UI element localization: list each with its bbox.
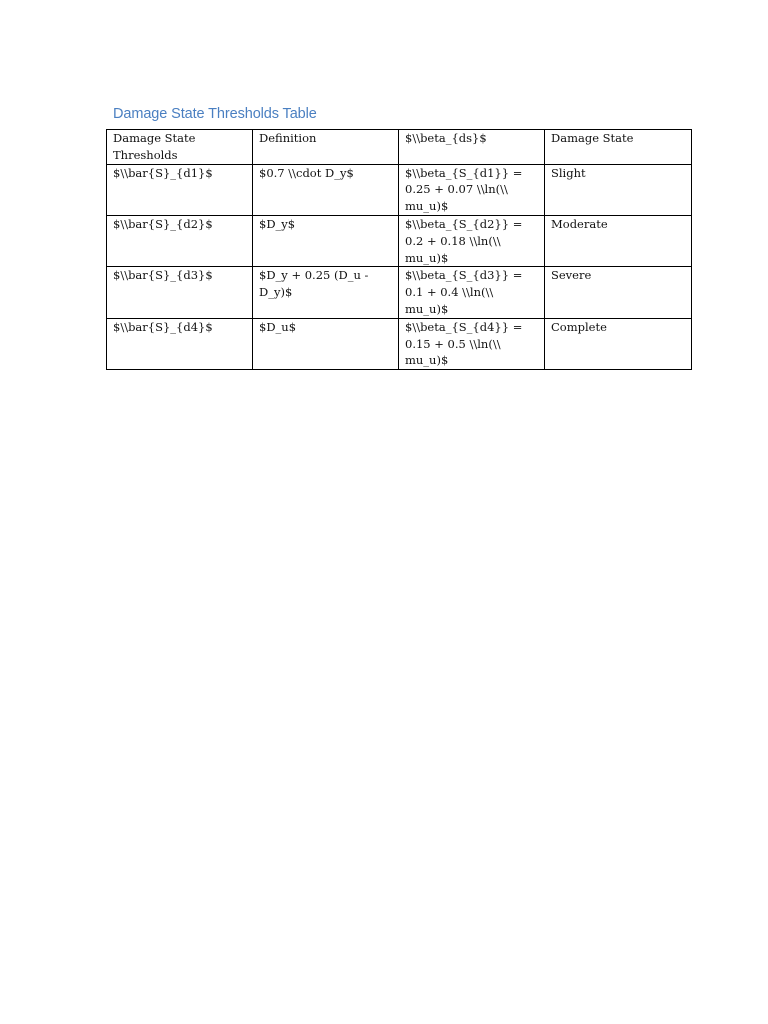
header-cell-beta-ds: $\\beta_{ds}$ (399, 130, 545, 165)
table-cell-threshold: $\\bar{S}_{d4}$ (107, 318, 253, 369)
table-cell-beta: $\\beta_{S_{d1}} = 0.25 + 0.07 \\ln(\\ mu_u)$ (399, 164, 545, 215)
table-title: Damage State Thresholds Table (113, 106, 317, 122)
table-cell-beta: $\\beta_{S_{d2}} = 0.2 + 0.18 \\ln(\\ mu_u)$ (399, 215, 545, 266)
table-cell-threshold: $\\bar{S}_{d3}$ (107, 267, 253, 318)
table-cell-definition: $D_y + 0.25 (D_u - D_y)$ (253, 267, 399, 318)
table-cell-beta: $\\beta_{S_{d3}} = 0.1 + 0.4 \\ln(\\ mu_u)$ (399, 267, 545, 318)
table-cell-damage-state: Moderate (545, 215, 692, 266)
header-cell-definition: Definition (253, 130, 399, 165)
table-row (107, 318, 692, 369)
table-cell-threshold: $\\bar{S}_{d2}$ (107, 215, 253, 266)
table-cell-definition: $D_u$ (253, 318, 399, 369)
damage-state-thresholds-table (106, 129, 692, 370)
table-row (107, 267, 692, 318)
table-cell-damage-state: Complete (545, 318, 692, 369)
table-cell-definition: $0.7 \\cdot D_y$ (253, 164, 399, 215)
table-header-row (107, 130, 692, 165)
table-row (107, 164, 692, 215)
table-cell-definition: $D_y$ (253, 215, 399, 266)
table-cell-damage-state: Slight (545, 164, 692, 215)
header-cell-damage-state: Damage State (545, 130, 692, 165)
table-cell-threshold: $\\bar{S}_{d1}$ (107, 164, 253, 215)
header-cell-damage-state-thresholds: Damage State Thresholds (107, 130, 253, 165)
table-cell-beta: $\\beta_{S_{d4}} = 0.15 + 0.5 \\ln(\\ mu_u)$ (399, 318, 545, 369)
table-row (107, 215, 692, 266)
table-cell-damage-state: Severe (545, 267, 692, 318)
